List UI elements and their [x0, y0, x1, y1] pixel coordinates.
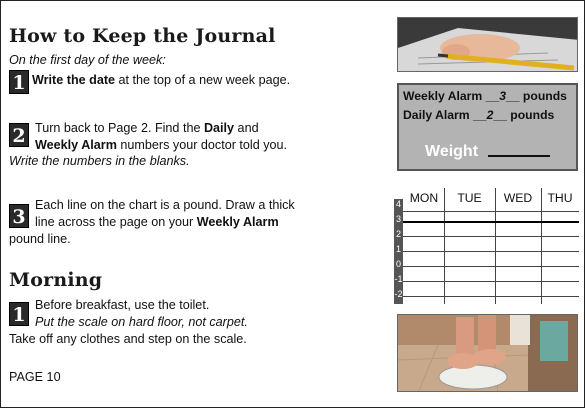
scale-tick-3: 3 [395, 214, 401, 224]
chart-col-divider [495, 188, 496, 304]
step-2-bold-daily: Daily [203, 121, 235, 135]
daily-alarm-label: Daily Alarm __ [403, 108, 487, 122]
step-number-2: 2 [9, 123, 29, 147]
step-2-text-b: and [234, 121, 259, 135]
morning-heading: Morning [9, 269, 103, 291]
step-3-line-3: pound line. [9, 232, 71, 246]
pound-scale [394, 199, 403, 304]
scale-tick-4: 4 [395, 199, 401, 209]
step-3-line-2 [35, 214, 279, 231]
weight-blank-line [488, 155, 550, 157]
intro-text: On the first day of the week: [9, 53, 166, 67]
morning-step-line-1: Before breakfast, use the toilet. [35, 298, 210, 312]
page-title: How to Keep the Journal [9, 25, 276, 47]
step-1-rest: at the top of a new week page. [115, 73, 291, 87]
daily-alarm-unit: __ pounds [493, 108, 555, 122]
feet-on-scale-image [398, 315, 578, 392]
weekly-alarm-line [403, 89, 567, 103]
chart-alarm-line [403, 221, 579, 223]
daily-alarm-line [403, 108, 554, 122]
chart-row-line [403, 211, 579, 212]
step-number-3: 3 [9, 204, 29, 228]
weekly-alarm-unit: __ pounds [505, 89, 567, 103]
step-2-text-a: Turn back to Page 2. Find the [35, 121, 204, 135]
step-3-line-1: Each line on the chart is a pound. Draw a thick [35, 198, 295, 212]
step-2-line-1 [35, 120, 259, 137]
chart-day-mon: MON [409, 191, 439, 205]
alarm-card [397, 83, 578, 171]
scale-tick-1: 1 [395, 244, 401, 254]
chart-row-line [403, 296, 579, 297]
step-2-bold-weekly: Weekly Alarm [35, 138, 117, 152]
chart-day-wed: WED [503, 191, 533, 205]
morning-step-line-3: Take off any clothes and step on the scale. [9, 332, 247, 346]
scale-tick-minus-1: -1 [394, 274, 403, 284]
chart-row-line [403, 281, 579, 282]
daily-alarm-value: 2 [486, 108, 494, 122]
weight-chart [394, 188, 579, 304]
step-3-bold: Weekly Alarm [196, 215, 279, 229]
scale-tick-minus-2: -2 [394, 289, 403, 299]
chart-row-line [403, 236, 579, 237]
chart-day-tue: TUE [457, 191, 482, 205]
step-number-1: 1 [9, 70, 29, 94]
chart-row-line [403, 251, 579, 252]
hand-pencil-image [398, 18, 578, 72]
writing-photo [397, 17, 578, 72]
chart-day-thu: THU [547, 191, 573, 205]
step-2-text-c: numbers your doctor told you. [116, 138, 288, 152]
scale-photo [397, 314, 578, 392]
step-1-text [32, 72, 290, 89]
step-3-text: line across the page on your [35, 215, 197, 229]
chart-row-line [403, 266, 579, 267]
weekly-alarm-label: Weekly Alarm __ [403, 89, 500, 103]
step-2-italic: Write the numbers in the blanks. [9, 154, 190, 168]
step-2-line-2 [35, 137, 287, 154]
chart-col-divider [541, 188, 542, 304]
chart-col-divider [444, 188, 445, 304]
weight-label: Weight [425, 143, 479, 160]
scale-tick-2: 2 [395, 229, 401, 239]
morning-step-number-1: 1 [9, 302, 29, 326]
step-1-bold: Write the date [32, 73, 116, 87]
page-number: PAGE 10 [9, 370, 61, 384]
morning-step-italic: Put the scale on hard floor, not carpet. [35, 315, 248, 329]
scale-tick-0: 0 [395, 259, 401, 269]
weekly-alarm-value: 3 [499, 89, 506, 103]
